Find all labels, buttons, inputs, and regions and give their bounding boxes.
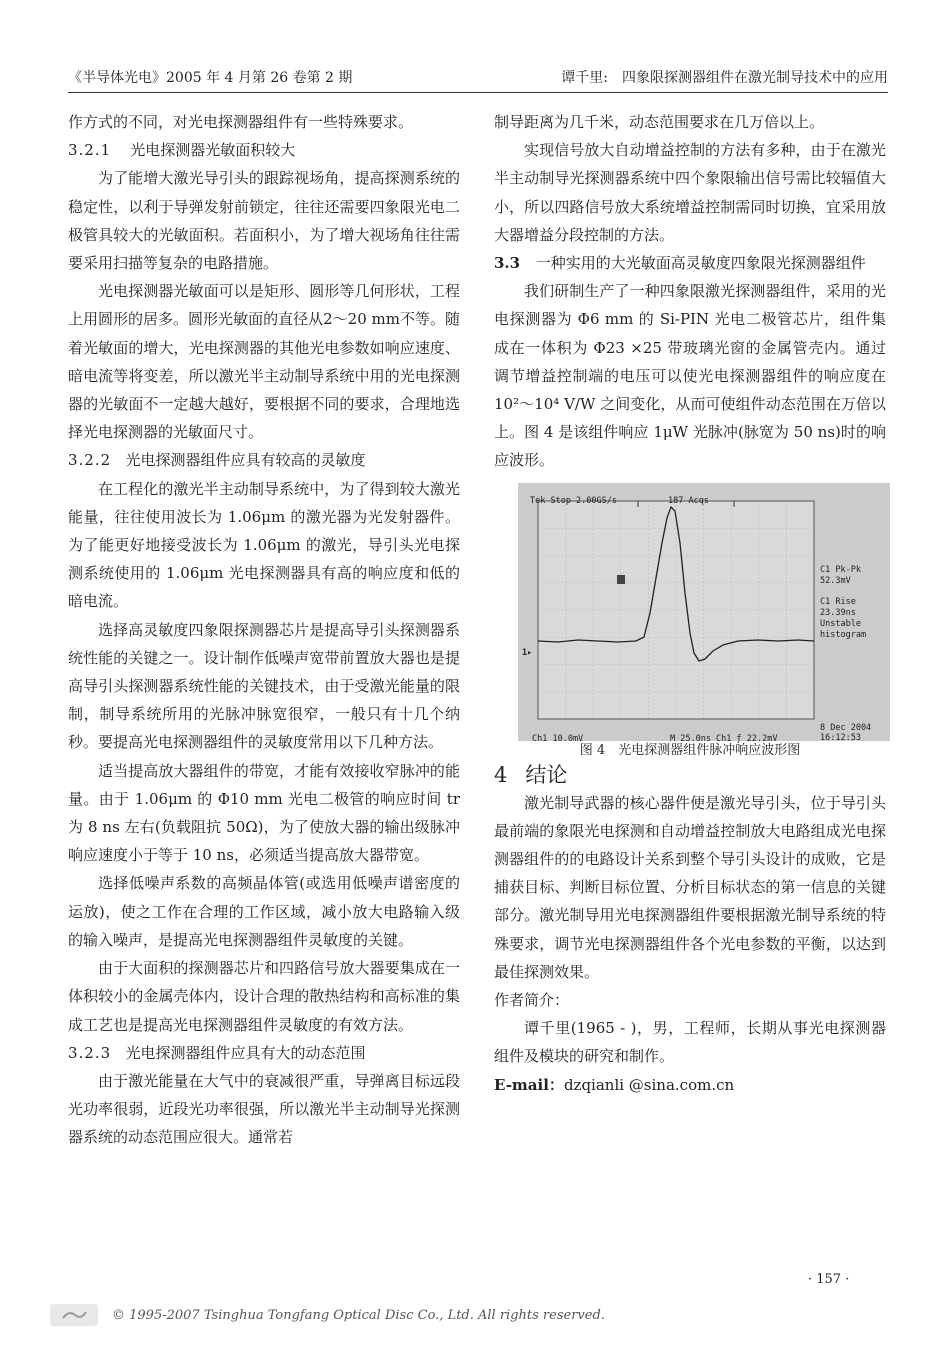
email-line xyxy=(494,1071,886,1099)
page-number: · 157 · xyxy=(808,1272,850,1287)
paragraph: 我们研制生产了一种四象限激光探测器组件，采用的光电探测器为 Φ6 mm 的 Si-PIN 光电二极管芯片，组件集成在一体积为 Φ23 ×25 带玻璃光窗的金属管壳内。通过调节增益控制端的电压可以使光电探测器组件的响应度在 10²～10⁴ V/W 之间变化，从而可使组件动态范围在万倍以上。图 4 是该组件响应 1μW 光脉冲(脉宽为 50 ns)时的响应波形。 xyxy=(494,282,886,470)
paragraph: 实现信号放大自动增益控制的方法有多种，由于在激光半主动制导光探测器系统中四个象限输出信号需比较辐值大小，所以四路信号放大系统增益控制需同时切换，宜采用放大器增益分段控制的方法。 xyxy=(494,141,886,244)
subsection-title: 光电探测器组件应具有较高的灵敏度 xyxy=(125,451,366,470)
subsection-number: 3.2.1 xyxy=(68,141,112,160)
running-header xyxy=(68,64,888,90)
paragraph: 由于激光能量在大气中的衰减很严重，导弹离目标远段光功率很弱，近段光功率很强，所以激光半主动制导光探测器系统的动态范围应很大。通常若 xyxy=(68,1071,460,1147)
paragraph: 选择高灵敏度四象限探测器芯片是提高导引头探测器系统性能的关键之一。设计制作低噪声宽带前置放大器也是提高导引头探测器系统性能的关键技术，由于受激光能量的限制，制导系统所用的光脉冲脉宽很窄，一般只有十几个纳秒。要提高光电探测器组件的灵敏度常用以下几种方法。 xyxy=(68,620,460,752)
paragraph: 制导距离为几千米，动态范围要求在几万倍以上。 xyxy=(494,113,825,131)
header-rule xyxy=(68,92,888,93)
publisher-logo-icon xyxy=(50,1304,98,1326)
paragraph: 在工程化的激光半主动制导系统中，为了得到较大激光能量，往往使用波长为 1.06μm 的激光器为光发射器件。为了能更好地接受波长为 1.06μm 的激光，导引头光电探测系统使用的 1.06μm 光电探测器具有高的响应度和低的暗电流。 xyxy=(68,479,460,611)
rise-label: C1 Rise xyxy=(820,596,856,607)
subsection-title: 一种实用的大光敏面高灵敏度四象限光探测器组件 xyxy=(535,254,866,273)
channel-marker: 1▸ xyxy=(522,647,533,658)
subsection-number: 3.2.2 xyxy=(68,451,112,470)
copyright-footer xyxy=(50,1302,605,1328)
subsection-heading-3-2-1 xyxy=(68,136,460,164)
section-heading-4 xyxy=(494,761,886,789)
paragraph: 选择低噪声系数的高频晶体管(或选用低噪声谱密度的运放)，使之工作在合理的工作区域，减小放大电路输入级的输入噪声，是提高光电探测器组件灵敏度的关键。 xyxy=(68,874,460,949)
pk-pk-label: C1 Pk-Pk xyxy=(820,564,861,575)
subsection-heading-3-2-3 xyxy=(68,1039,460,1067)
rise-value: 23.39ns xyxy=(820,607,856,618)
copyright-text: © 1995-2007 Tsinghua Tongfang Optical Disc Co., Ltd. All rights reserved. xyxy=(112,1307,605,1323)
paragraph: 为了能增大激光导引头的跟踪视场角，提高探测系统的稳定性，以利于导弹发射前锁定，往往还需要四象限光电二极管具较大的光敏面积。若面积小，为了增大视场角往往需要采用扫描等复杂的电路措施。 xyxy=(68,169,460,273)
scope-acquisitions: 187 Acqs xyxy=(668,495,709,506)
journal-issue: 《半导体光电》2005 年 4 月第 26 卷第 2 期 xyxy=(68,70,353,86)
paragraph: 光电探测器光敏面可以是矩形、圆形等几何形状，工程上用圆形的居多。圆形光敏面的直径从2～20 mm不等。随着光敏面的增大，光电探测器的其他光电参数如响应速度、暗电流等将变差，所以激光半主动制导系统中用的光电探测器的光敏面不一定越大越好，要根据不同的要求，合理地选择光电探测器的光敏面尺寸。 xyxy=(68,282,460,442)
scope-date: 8 Dec 2004 xyxy=(820,722,872,733)
paragraph: 适当提高放大器组件的带宽，才能有效接收窄脉冲的能量。由于 1.06μm 的 Φ10 mm 光电二极管的响应时间 tr 为 8 ns 左右(负载阻抗 50Ω)，为了使放大器的输出级脉冲响应速度小于等于 10 ns，必须适当提高放大器带宽。 xyxy=(68,761,460,865)
pk-pk-value: 52.3mV xyxy=(820,575,851,586)
paragraph: 由于大面积的探测器芯片和四路信号放大器要集成在一体积较小的金属壳体内，设计合理的散热结构和高标准的集成工艺也是提高光电探测器组件灵敏度的有效方法。 xyxy=(68,959,460,1034)
figure-caption: 图 4 光电探测器组件脉冲响应波形图 xyxy=(579,742,801,758)
subsection-number: 3.2.3 xyxy=(68,1043,112,1062)
paragraph: 激光制导武器的核心器件便是激光导引头，位于导引头最前端的象限光电探测和自动增益控制放大电路组成光电探测器组件的的电路设计关系到整个导引头设计的成败，它是捕获目标、判断目标位置、分析目标状态的第一信息的关键部分。激光制导用光电探测器组件要根据激光制导系统的特殊要求，调节光电探测器组件各个光电参数的平衡，以达到最佳探测效果。 xyxy=(494,793,886,981)
subsection-heading-3-3 xyxy=(494,249,886,277)
email-address: dzqianli @sina.com.cn xyxy=(563,1075,735,1094)
article-running-title: 谭千里: 四象限探测器组件在激光制导技术中的应用 xyxy=(561,70,888,86)
scope-time: 16:12:53 xyxy=(820,732,861,743)
section-title: 结论 xyxy=(525,762,568,787)
scope-measurements xyxy=(820,565,866,641)
unstable-label: Unstable xyxy=(820,618,861,629)
paragraph: 作方式的不同，对光电探测器组件有一些特殊要求。 xyxy=(68,113,414,131)
histogram-label: histogram xyxy=(820,629,867,640)
subsection-title: 光电探测器光敏面积较大 xyxy=(130,141,296,160)
scope-timestamp xyxy=(820,723,871,743)
subsection-heading-3-2-2 xyxy=(68,446,460,474)
subsection-title: 光电探测器组件应具有大的动态范围 xyxy=(125,1043,366,1062)
oscilloscope-figure xyxy=(518,483,890,744)
right-column xyxy=(494,108,886,1099)
author-intro-label: 作者简介： xyxy=(494,991,570,1010)
time-scale: M 25.0ns Ch1 ƒ 22.2mV xyxy=(670,733,778,744)
channel-scale: Ch1 10.0mV xyxy=(532,733,584,744)
email-label: E-mail： xyxy=(494,1075,564,1094)
subsection-number: 3.3 xyxy=(494,254,521,273)
section-number: 4 xyxy=(494,762,508,787)
scope-status: Tek Stop 2.00GS/s xyxy=(530,495,617,506)
left-column xyxy=(68,108,460,1152)
author-bio: 谭千里(1965 - )，男，工程师，长期从事光电探测器组件及模块的研究和制作。 xyxy=(494,1019,886,1066)
